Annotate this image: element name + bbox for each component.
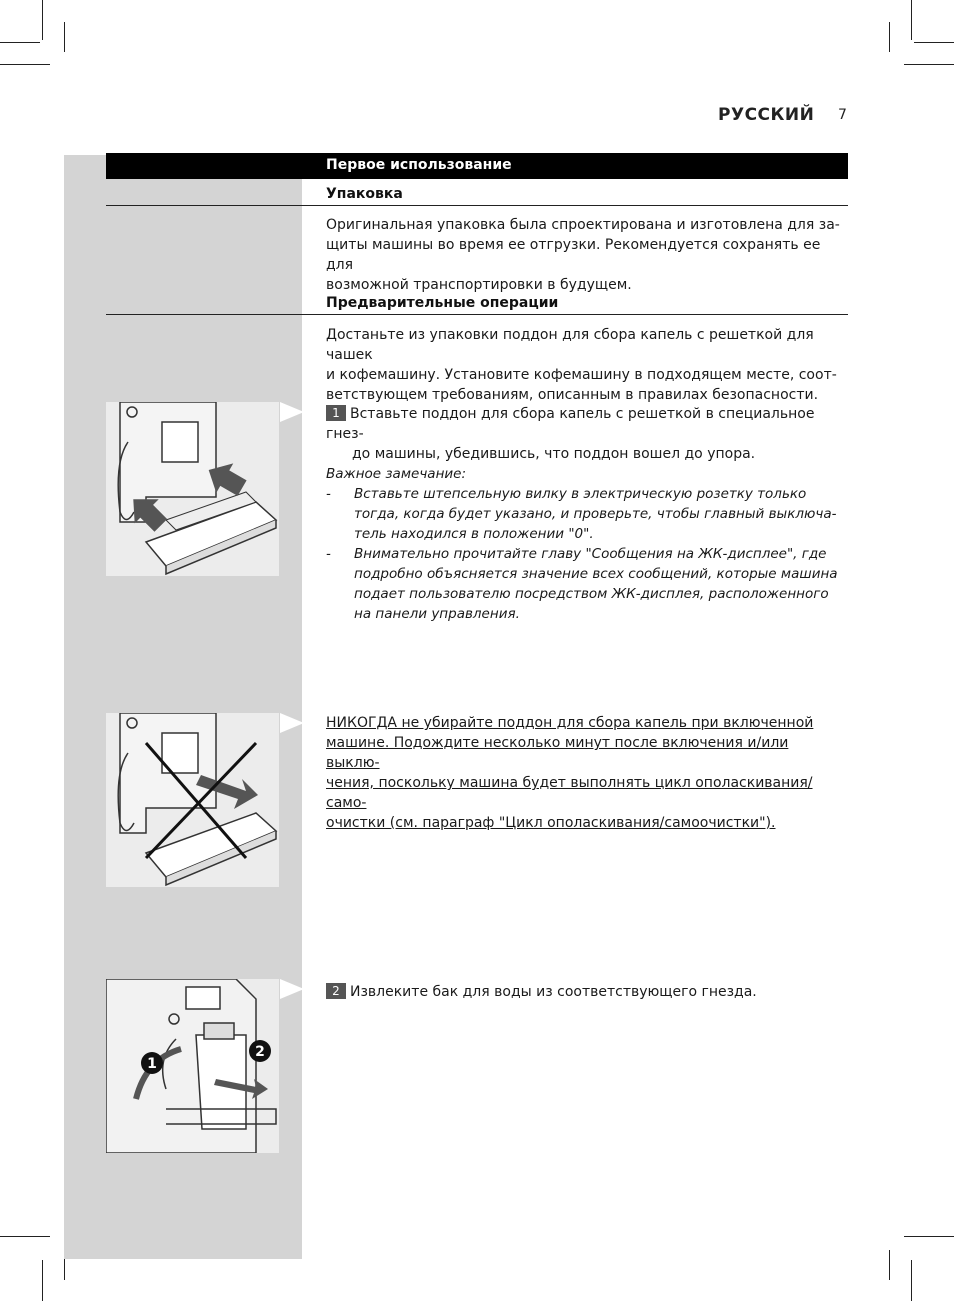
crop-mark xyxy=(914,42,954,43)
text-line: тогда, когда будет указано, и проверьте, чтобы главный выключа- xyxy=(354,506,837,522)
callout-2-label: 2 xyxy=(255,1044,265,1060)
note-item xyxy=(326,544,850,624)
text-line: ветствующем требованиям, описанным в правилах безопасности. xyxy=(326,387,819,403)
divider xyxy=(106,205,848,206)
step-1 xyxy=(326,404,850,464)
crop-mark xyxy=(0,64,50,65)
text-line: и кофемашину. Установите кофемашину в подходящем месте, соот- xyxy=(326,367,837,383)
text-line: НИКОГДА не убирайте поддон для сбора капель при включенной xyxy=(326,715,814,731)
prelim-heading: Предварительные операции xyxy=(326,295,559,311)
figure-pointer xyxy=(280,713,304,733)
section-title-bar xyxy=(106,153,848,179)
text-line: Вставьте штепсельную вилку в электрическую розетку только xyxy=(354,486,807,502)
page-number: 7 xyxy=(838,107,847,123)
crop-mark xyxy=(911,1260,912,1301)
step-number-badge: 1 xyxy=(326,405,346,421)
text-line: возможной транспортировки в будущем. xyxy=(326,277,632,293)
divider xyxy=(106,314,848,315)
machine-illustration-tank xyxy=(106,979,279,1153)
text-line: Внимательно прочитайте главу "Сообщения на ЖК-дисплее", где xyxy=(354,546,827,562)
crop-mark xyxy=(904,1236,954,1237)
crop-mark xyxy=(42,0,43,40)
crop-mark xyxy=(0,1236,50,1237)
text-line: Достаньте из упаковки поддон для сбора капель с решеткой для чашек xyxy=(326,327,814,363)
text-line: чения, поскольку машина будет выполнять цикл ополаскивания/само- xyxy=(326,775,813,811)
crop-mark xyxy=(64,22,65,52)
crop-mark xyxy=(904,64,954,65)
crop-mark xyxy=(889,22,890,52)
figure-remove-water-tank xyxy=(106,979,279,1153)
step-text: до машины, убедившись, что поддон вошел до упора. xyxy=(352,446,756,462)
note-item xyxy=(326,484,850,544)
step-2 xyxy=(326,982,850,1002)
packaging-text xyxy=(326,215,850,295)
machine-illustration-crossed xyxy=(106,713,279,887)
crop-mark xyxy=(0,42,40,43)
figure-insert-drip-tray xyxy=(106,402,279,576)
text-line: на панели управления. xyxy=(354,606,520,622)
warning-text xyxy=(326,713,846,833)
figure-pointer xyxy=(280,979,304,999)
prelim-text xyxy=(326,325,850,405)
section-title: Первое использование xyxy=(326,157,512,173)
text-line: подает пользователю посредством ЖК-дисплея, расположенного xyxy=(354,586,829,602)
crop-mark xyxy=(911,0,912,40)
important-note xyxy=(326,464,850,624)
figure-do-not-remove-tray xyxy=(106,713,279,887)
text-line: щиты машины во время ее отгрузки. Рекомендуется сохранять ее для xyxy=(326,237,821,273)
bullet-dash: - xyxy=(326,546,331,562)
language-heading: РУССКИЙ xyxy=(718,105,815,125)
text-line: очистки (см. параграф "Цикл ополаскивания/самоочистки"). xyxy=(326,815,776,831)
text-line: подробно объясняется значение всех сообщений, которые машина xyxy=(354,566,838,582)
crop-mark xyxy=(889,1250,890,1280)
text-line: Оригинальная упаковка была спроектирована и изготовлена для за- xyxy=(326,217,840,233)
packaging-heading: Упаковка xyxy=(326,186,403,202)
figure-pointer xyxy=(280,402,304,422)
step-text: Вставьте поддон для сбора капель с решеткой в специальное гнез- xyxy=(326,406,815,442)
text-line: тель находился в положении "0". xyxy=(354,526,594,542)
text-line: машине. Подождите несколько минут после включения и/или выклю- xyxy=(326,735,789,771)
crop-mark xyxy=(42,1260,43,1301)
bullet-dash: - xyxy=(326,486,331,502)
note-label: Важное замечание: xyxy=(326,466,467,482)
machine-illustration xyxy=(106,402,279,576)
step-number-badge: 2 xyxy=(326,983,346,999)
step-text: Извлеките бак для воды из соответствующего гнезда. xyxy=(350,984,757,1000)
callout-1-label: 1 xyxy=(147,1056,157,1072)
